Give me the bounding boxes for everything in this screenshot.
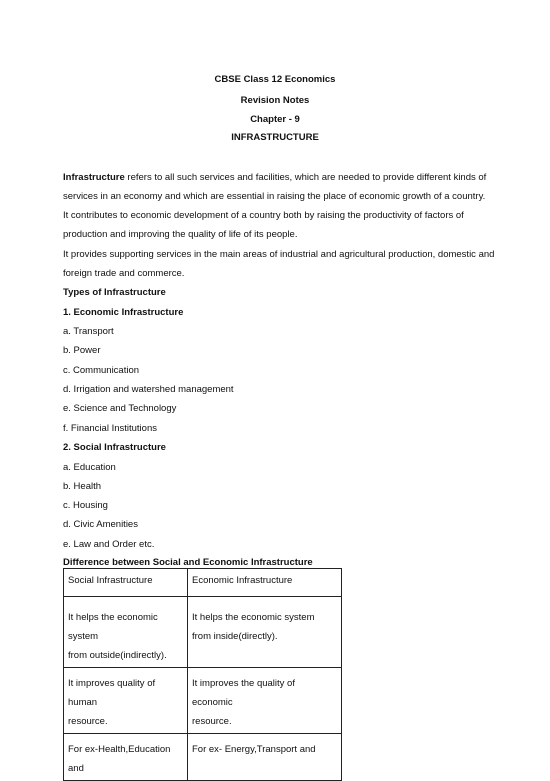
table-cell: It helps the economic system from outside(indirectly). [64,597,188,668]
list-item: a. Education [63,462,116,473]
intro-line-5: It provides supporting services in the main areas of industrial and agricultural production, domestic and [63,249,495,260]
intro-line-3: It contributes to economic development of a country both by raising the productivity of factors of [63,210,464,221]
table-header-cell: Economic Infrastructure [188,569,342,597]
list-item: b. Power [63,345,101,356]
list-item: e. Law and Order etc. [63,539,155,550]
intro-line-1 [63,172,486,183]
table-row [64,668,342,734]
social-heading: 2. Social Infrastructure [63,442,166,453]
intro-line-4: production and improving the quality of life of its people. [63,229,298,240]
table-cell: For ex-Health,Education and [64,734,188,781]
intro-text: refers to all such services and facilities, which are needed to provide different kinds of [124,172,487,183]
economic-heading: 1. Economic Infrastructure [63,307,184,318]
table-header-row [64,569,342,597]
list-item: c. Communication [63,365,140,376]
list-item: d. Irrigation and watershed management [63,384,234,395]
list-item: d. Civic Amenities [63,519,138,530]
intro-line-2: services in an economy and which are essential in raising the place of economic growth of a country. [63,191,486,202]
doc-subtitle: Revision Notes [240,95,310,106]
intro-term: Infrastructure [63,172,125,183]
table-row [64,597,342,668]
table-cell: It improves quality of human resource. [64,668,188,734]
list-item: f. Financial Institutions [63,423,157,434]
list-item: e. Science and Technology [63,403,177,414]
intro-line-6: foreign trade and commerce. [63,268,185,279]
chapter-title: INFRASTRUCTURE [231,132,319,143]
difference-table [63,568,342,781]
list-item: c. Housing [63,500,108,511]
difference-heading: Difference between Social and Economic Infrastructure [63,557,313,568]
table-row [64,734,342,781]
table-cell: For ex- Energy,Transport and [188,734,342,781]
table-cell: It improves the quality of economic resource. [188,668,342,734]
table-header-cell: Social Infrastructure [64,569,188,597]
list-item: b. Health [63,481,102,492]
list-item: a. Transport [63,326,114,337]
table-cell: It helps the economic system from inside(directly). [188,597,342,668]
types-heading: Types of Infrastructure [63,287,166,298]
doc-title: CBSE Class 12 Economics [214,74,336,85]
chapter-number: Chapter - 9 [250,114,300,125]
